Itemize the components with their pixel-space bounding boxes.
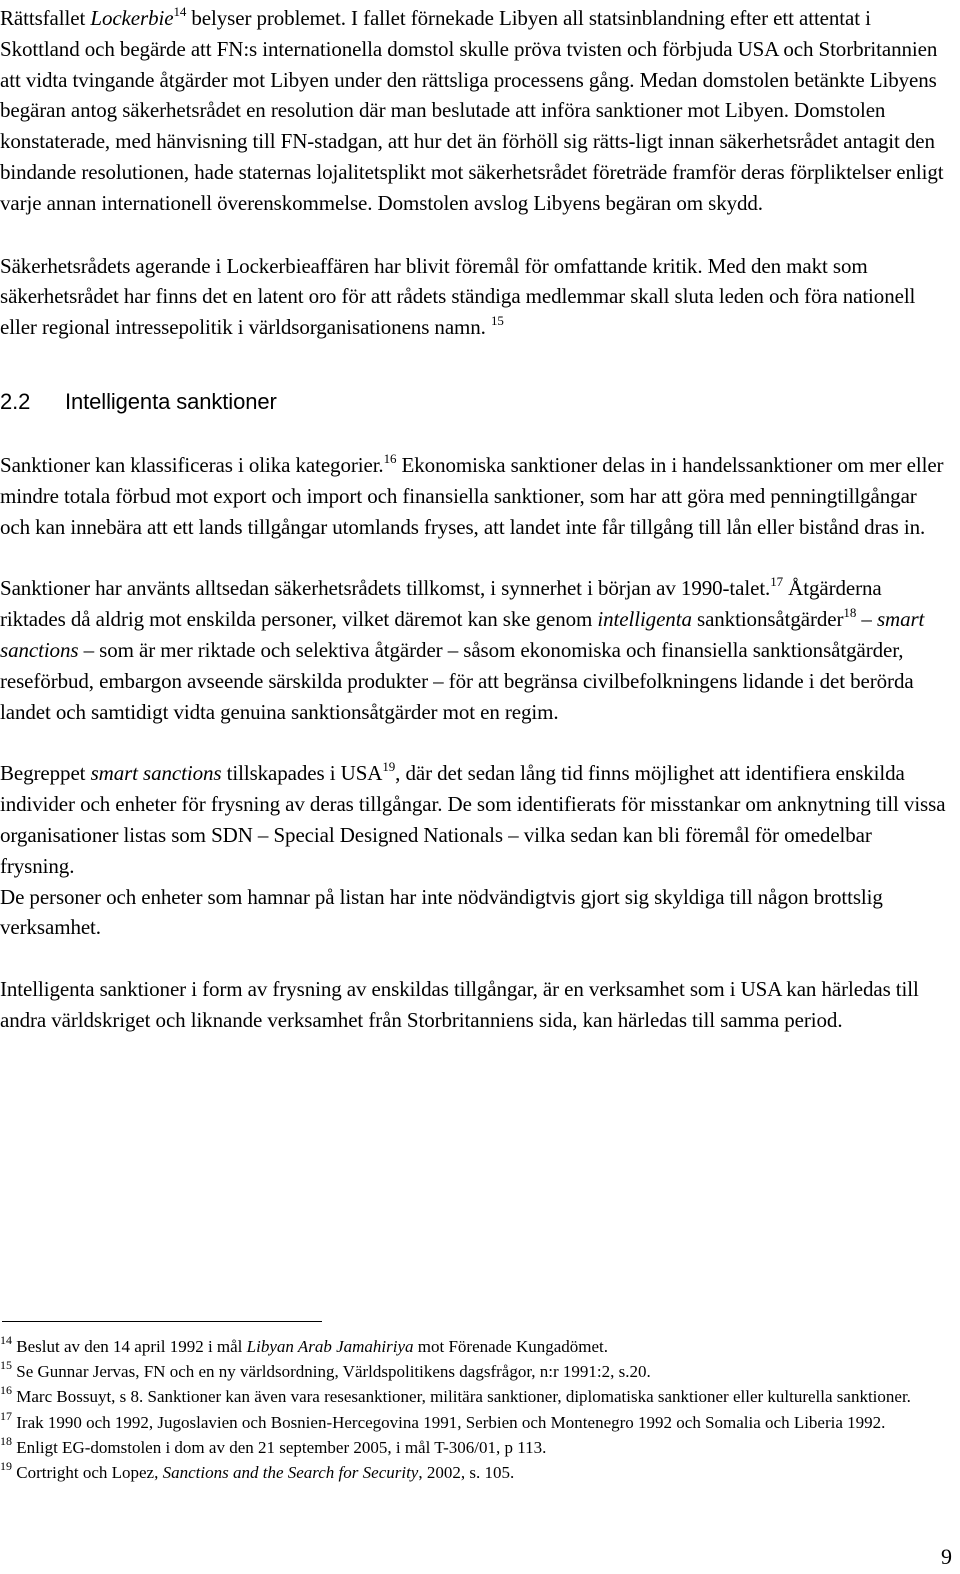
text-run: Irak 1990 och 1992, Jugoslavien och Bosnien-Hercegovina 1991, Serbien och Montenegro 1992 och Somalia och Liberia 1992.	[12, 1412, 886, 1432]
text-run: Se Gunnar Jervas, FN och en ny världsordning, Världspolitikens dagsfrågor, n:r 1991:2, s.20.	[12, 1362, 651, 1382]
case-name-italic: Lockerbie	[90, 6, 174, 30]
footnote-15	[0, 1359, 947, 1384]
text-run: tillskapades i USA	[221, 761, 383, 786]
footnote-16	[0, 1384, 947, 1409]
text-run: Rättsfallet	[0, 6, 91, 30]
italic-term: smart sanctions	[0, 607, 925, 662]
paragraph-history	[0, 573, 947, 727]
footnote-number: 16	[0, 1383, 12, 1398]
section-number: 2.2	[0, 388, 31, 414]
text-run: Enligt EG-domstolen i dom av den 21 september 2005, i mål T-306/01, p 113.	[12, 1437, 547, 1457]
footnote-ref-19[interactable]: 19	[382, 759, 396, 775]
footnote-separator	[2, 1321, 322, 1322]
text-run: Begreppet	[0, 761, 91, 786]
paragraph-smart-sanctions	[0, 758, 947, 881]
text-run: , där det sedan lång tid finns möjlighet att identifiera enskilda individer och enheter för frysning av deras tillgångar. De som identifierats för misstankar om anknytning till vissa organisationer listas som SDN – Special Designed Nationals – vilka sedan kan bli föremål för omedelbar frysning.	[0, 761, 946, 878]
footnote-19	[0, 1460, 947, 1485]
footnote-ref-14[interactable]: 14	[173, 4, 187, 19]
text-run: sanktionsåtgärder	[691, 607, 844, 632]
text-run: Säkerhetsrådets agerande i Lockerbieaffären har blivit föremål för omfattande kritik. Med den makt som säkerhetsrådet har finns det en latent oro för att rådets ständiga medlemmar skall sluta leden och föra nationell eller regional intressepolitik i världsorganisationens namn.	[0, 253, 916, 340]
italic-term: Sanctions and the Search for Security	[162, 1463, 419, 1483]
page-number: 9	[941, 1544, 952, 1569]
text-run: Åtgärderna riktades då aldrig mot enskilda personer, vilket däremot kan ske genom	[0, 576, 882, 632]
footnotes	[0, 1334, 947, 1485]
text-run: Beslut av den 14 april 1992 i mål	[12, 1337, 247, 1356]
paragraph-lockerbie	[0, 3, 947, 219]
footnote-14	[0, 1334, 947, 1359]
text-run: Sanktioner har använts alltsedan säkerhetsrådets tillkomst, i synnerhet i början av 1990-talet.	[0, 576, 771, 601]
footnote-18	[0, 1435, 947, 1460]
footnote-number: 17	[0, 1408, 12, 1423]
paragraph-origins: Intelligenta sanktioner i form av frysning av enskildas tillgångar, är en verksamhet som i USA kan härledas till andra världskriget och liknande verksamhet från Storbritanniens sida, kan härledas till samma period.	[0, 977, 919, 1032]
text-run: , 2002, s. 105.	[418, 1463, 515, 1483]
footnote-number: 14	[0, 1333, 12, 1347]
footnote-ref-17[interactable]: 17	[770, 574, 784, 590]
footnote-17	[0, 1410, 947, 1435]
text-run: Marc Bossuyt, s 8. Sanktioner kan även vara resesanktioner, militära sanktioner, diplomatiska sanktioner eller kulturella sanktioner.	[12, 1387, 911, 1407]
paragraph-criticism	[0, 251, 947, 343]
text-run: mot Förenade Kungadömet.	[413, 1337, 609, 1356]
footnote-number: 19	[0, 1459, 12, 1474]
paragraph-categories	[0, 450, 947, 542]
section-heading	[0, 387, 947, 417]
footnote-number: 18	[0, 1433, 12, 1448]
text-run: belyser problemet. I fallet förnekade Libyen all statsinblandning efter ett attentat i Skottland och begärde att FN:s internationella domstol skulle pröva tvisten och förbjuda USA och Storbritannien att vidta tvingande åtgärder mot Libyen under den rättsliga processens gång. Medan domstolen betänkte Libyens begäran antog säkerhetsrådet en resolution där man beslutade att införa sanktioner mot Libyen. Domstolen konstaterade, med hänvisning till FN-stadgan, att hur det än förhöll sig rätts-ligt innan säkerhetsrådet antagit den bindande resolutionen, hade staternas lojalitetsplikt mot säkerhetsrådet företräde framför deras förpliktelser enligt varje annan internationell överenskommelse. Domstolen avslog Libyens begäran om skydd.	[0, 6, 944, 215]
text-run: –	[856, 607, 877, 632]
text-run: Ekonomiska sanktioner delas in i handelssanktioner om mer eller mindre totala förbud mot export och import och finansiella sanktioner, som har att göra med penningtillgångar och kan innebära att ett lands tillgångar utomlands fryses, att landet inte får tillgång till lån eller bistånd dras in.	[0, 452, 944, 539]
italic-term: intelligenta	[597, 607, 692, 632]
italic-term: Libyan Arab Jamahiriya	[246, 1337, 414, 1356]
text-run: – som är mer riktade och selektiva åtgärder – såsom ekonomiska och finansiella sanktionsåtgärder, reseförbud, embargon avseende särskilda produkter – för att begränsa civilbefolkningens lidande i det berörda landet och samtidigt vidta genuina sanktionsåtgärder mot en regim.	[0, 637, 914, 724]
footnote-number: 15	[0, 1358, 12, 1373]
footnote-ref-15[interactable]: 15	[490, 313, 504, 329]
text-run: Sanktioner kan klassificeras i olika kategorier.	[0, 452, 384, 477]
section-title: Intelligenta sanktioner	[65, 388, 277, 414]
text-run: Cortright och Lopez,	[12, 1463, 163, 1483]
footnote-ref-16[interactable]: 16	[383, 450, 397, 466]
footnote-ref-18[interactable]: 18	[843, 605, 857, 621]
body-text	[0, 3, 947, 1067]
italic-term: smart sanctions	[90, 761, 222, 786]
paragraph-listed-persons: De personer och enheter som hamnar på listan har inte nödvändigtvis gjort sig skyldiga till någon brottslig verksamhet.	[0, 884, 883, 940]
